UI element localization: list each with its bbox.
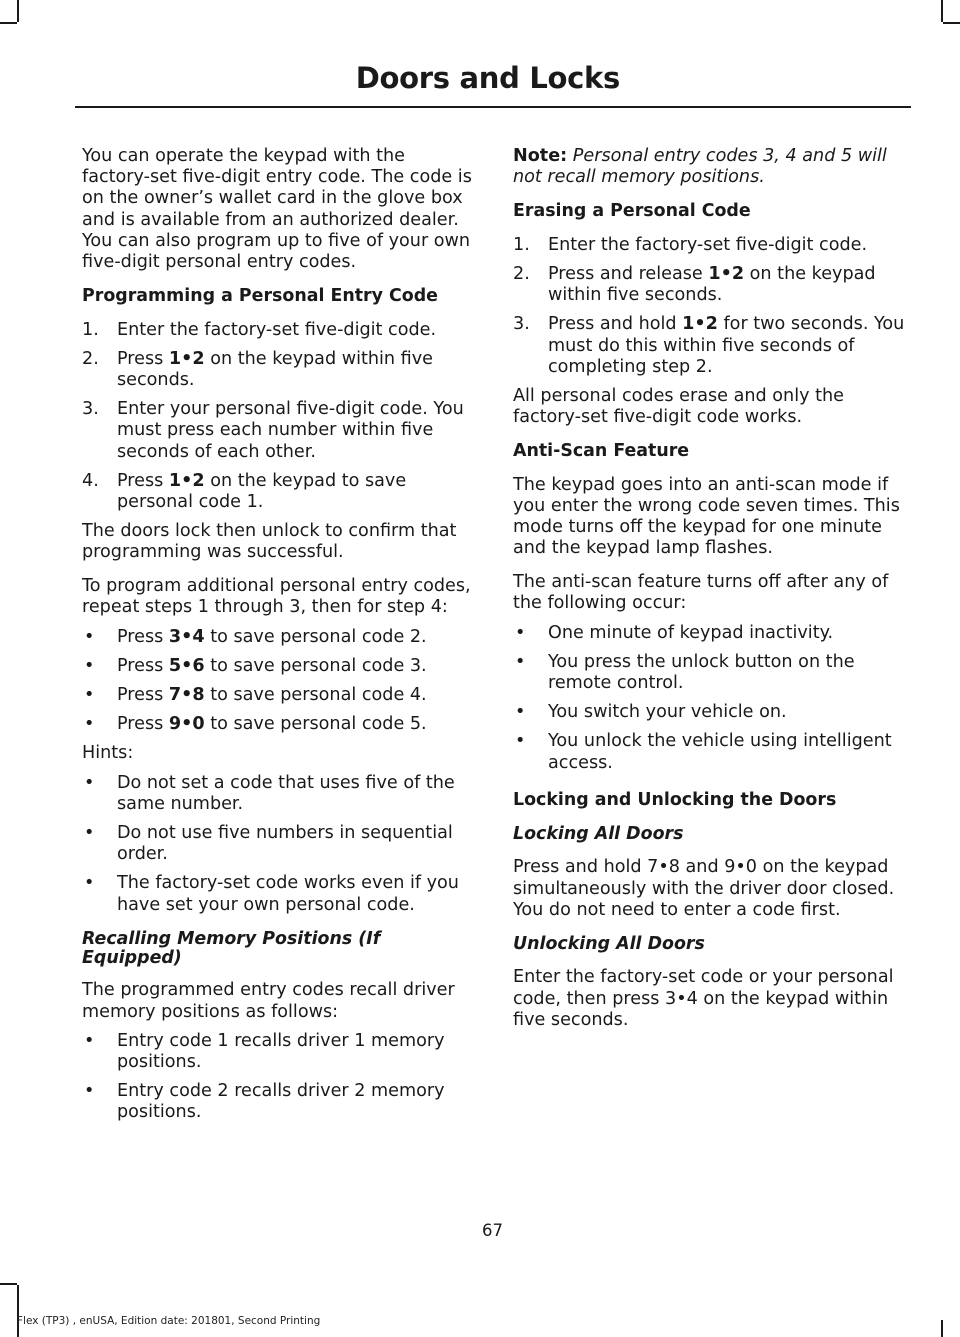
list-item xyxy=(82,349,477,391)
crop-mark xyxy=(941,0,943,22)
crop-mark xyxy=(0,1283,17,1285)
list-item xyxy=(82,627,477,648)
step-text: for two seconds. You must do this within five seconds of completing step 2. xyxy=(548,314,905,377)
list-item xyxy=(82,714,477,735)
erase-steps xyxy=(513,235,908,378)
crop-mark xyxy=(17,0,19,22)
list-item xyxy=(82,773,477,815)
locking-all-paragraph xyxy=(513,857,908,921)
item-text: Entry code 2 recalls driver 2 memory positions. xyxy=(117,1081,445,1123)
item-text: Press xyxy=(117,685,169,706)
key-label: 9•0 xyxy=(724,857,757,878)
list-item xyxy=(82,1081,477,1123)
heading-locking-unlocking: Locking and Unlocking the Doors xyxy=(513,789,837,810)
step-number: 3. xyxy=(513,314,530,335)
right-column xyxy=(513,146,908,1044)
list-item xyxy=(82,399,477,463)
left-column xyxy=(82,146,477,1132)
item-text: to save personal code 5. xyxy=(204,714,427,735)
step-number: 2. xyxy=(513,264,530,284)
list-item xyxy=(82,471,477,513)
hints-list xyxy=(82,773,477,916)
heading-unlocking-all-doors: Unlocking All Doors xyxy=(513,933,705,954)
page-number: 67 xyxy=(482,1221,503,1240)
bullet: • xyxy=(84,772,95,793)
item-text: to save personal code 3. xyxy=(204,655,427,676)
note-text: Personal entry codes 3, 4 and 5 will not recall memory positions. xyxy=(513,146,887,188)
step-number: 4. xyxy=(82,470,99,491)
crop-mark xyxy=(17,1285,19,1337)
anti-scan-paragraph: The keypad goes into an anti-scan mode if you enter the wrong code seven times. This mode turns off the keypad for one minute and the keypad lamp flashes. xyxy=(513,474,900,559)
bullet: • xyxy=(84,626,95,647)
item-text: Press xyxy=(117,714,169,735)
heading-erasing-code: Erasing a Personal Code xyxy=(513,201,751,221)
paragraph-text: on the keypad within five seconds. xyxy=(513,988,889,1030)
list-item xyxy=(82,320,477,341)
list-item xyxy=(82,1031,477,1073)
heading-locking-all-doors: Locking All Doors xyxy=(513,823,684,844)
list-item xyxy=(513,652,908,694)
confirm-paragraph: The doors lock then unlock to confirm that programming was successful. xyxy=(82,521,457,563)
paragraph-text: Enter the factory-set code or your personal code, then press xyxy=(513,967,894,1009)
bullet: • xyxy=(84,714,95,735)
header-divider xyxy=(75,106,911,108)
unlocking-all-paragraph xyxy=(513,967,908,1031)
key-label: 1•2 xyxy=(168,348,205,369)
crop-mark xyxy=(941,1320,943,1337)
step-number: 1. xyxy=(513,234,530,255)
bullet: • xyxy=(84,823,95,844)
step-text: on the keypad to save personal code 1. xyxy=(117,470,407,513)
page-title: Doors and Locks xyxy=(355,61,620,95)
bullet: • xyxy=(515,651,526,672)
key-label: 1•2 xyxy=(682,314,718,335)
item-text: Press xyxy=(117,626,169,647)
edition-footer: Flex (TP3) , enUSA, Edition date: 201801, Second Printing xyxy=(17,1315,321,1327)
key-label: 7•8 xyxy=(647,857,680,878)
heading-recalling-memory: Recalling Memory Positions (If Equipped) xyxy=(82,928,381,968)
save-code-list xyxy=(82,627,477,736)
list-item xyxy=(513,314,908,378)
bullet: • xyxy=(84,685,95,706)
list-item xyxy=(513,235,908,256)
step-text: Press and release xyxy=(548,264,709,284)
erase-result-paragraph: All personal codes erase and only the factory-set five-digit code works. xyxy=(513,386,844,428)
crop-mark xyxy=(0,22,17,24)
list-item xyxy=(513,623,908,644)
crop-mark xyxy=(943,22,960,24)
key-label: 1•2 xyxy=(708,264,745,284)
paragraph-text: Press and hold xyxy=(513,857,648,878)
item-text: You press the unlock button on the remote control. xyxy=(548,651,855,694)
list-item xyxy=(82,823,477,865)
heading-programming-code: Programming a Personal Entry Code xyxy=(82,285,438,306)
item-text: Press xyxy=(117,655,169,676)
paragraph-text: on the keypad simultaneously with the driver door closed. You do not need to enter a code first. xyxy=(513,857,895,920)
item-text: Entry code 1 recalls driver 1 memory positions. xyxy=(117,1030,445,1073)
note-paragraph xyxy=(513,146,908,188)
list-item xyxy=(513,731,908,773)
key-label: 9•0 xyxy=(168,714,205,735)
item-text: You unlock the vehicle using intelligent access. xyxy=(548,731,892,773)
item-text: Do not set a code that uses five of the same number. xyxy=(117,772,455,814)
item-text: to save personal code 2. xyxy=(204,626,427,647)
programming-steps xyxy=(82,320,477,514)
bullet: • xyxy=(84,1030,95,1051)
additional-codes-paragraph: To program additional personal entry codes, repeat steps 1 through 3, then for step 4: xyxy=(82,576,471,618)
key-label: 1•2 xyxy=(168,470,205,491)
step-text: Press xyxy=(117,348,169,369)
list-item xyxy=(82,685,477,706)
bullet: • xyxy=(84,655,95,676)
item-text: The factory-set code works even if you have set your own personal code. xyxy=(117,873,459,915)
step-text: Press and hold xyxy=(548,314,683,335)
note-label: Note: xyxy=(513,146,568,166)
list-item xyxy=(82,873,477,915)
step-text: Enter your personal five-digit code. You must press each number within five seconds of each other. xyxy=(117,399,464,462)
bullet: • xyxy=(84,873,95,894)
paragraph-text: and xyxy=(679,857,725,878)
step-text: Press xyxy=(117,470,169,491)
key-label: 3•4 xyxy=(665,988,698,1009)
item-text: One minute of keypad inactivity. xyxy=(548,622,834,643)
item-text: Do not use five numbers in sequential order. xyxy=(117,823,453,865)
step-text: on the keypad within five seconds. xyxy=(548,264,876,306)
step-text: Enter the factory-set five-digit code. xyxy=(548,234,868,255)
key-label: 7•8 xyxy=(168,685,205,706)
recall-list xyxy=(82,1031,477,1124)
bullet: • xyxy=(515,731,526,752)
bullet: • xyxy=(515,702,526,723)
hints-label: Hints: xyxy=(82,743,134,764)
bullet: • xyxy=(84,1081,95,1102)
step-number: 1. xyxy=(82,319,99,340)
intro-paragraph: You can operate the keypad with the factory-set five-digit entry code. The code is on the owner’s wallet card in the glove box and is available from an authorized dealer. You can also program up to five of your own five-digit personal entry codes. xyxy=(82,146,472,273)
list-item xyxy=(513,264,908,306)
step-text: on the keypad within five seconds. xyxy=(117,348,433,391)
anti-scan-conditions-paragraph: The anti-scan feature turns off after any of the following occur: xyxy=(513,572,889,614)
anti-scan-list xyxy=(513,623,908,774)
key-label: 5•6 xyxy=(168,655,205,676)
recall-intro-paragraph: The programmed entry codes recall driver memory positions as follows: xyxy=(82,980,455,1022)
step-number: 3. xyxy=(82,399,99,420)
step-number: 2. xyxy=(82,348,99,369)
item-text: You switch your vehicle on. xyxy=(548,702,787,723)
list-item xyxy=(513,702,908,723)
heading-anti-scan: Anti-Scan Feature xyxy=(513,441,690,462)
item-text: to save personal code 4. xyxy=(204,685,427,706)
bullet: • xyxy=(515,622,526,643)
list-item xyxy=(82,656,477,677)
step-text: Enter the factory-set five-digit code. xyxy=(117,319,437,340)
key-label: 3•4 xyxy=(168,626,205,647)
